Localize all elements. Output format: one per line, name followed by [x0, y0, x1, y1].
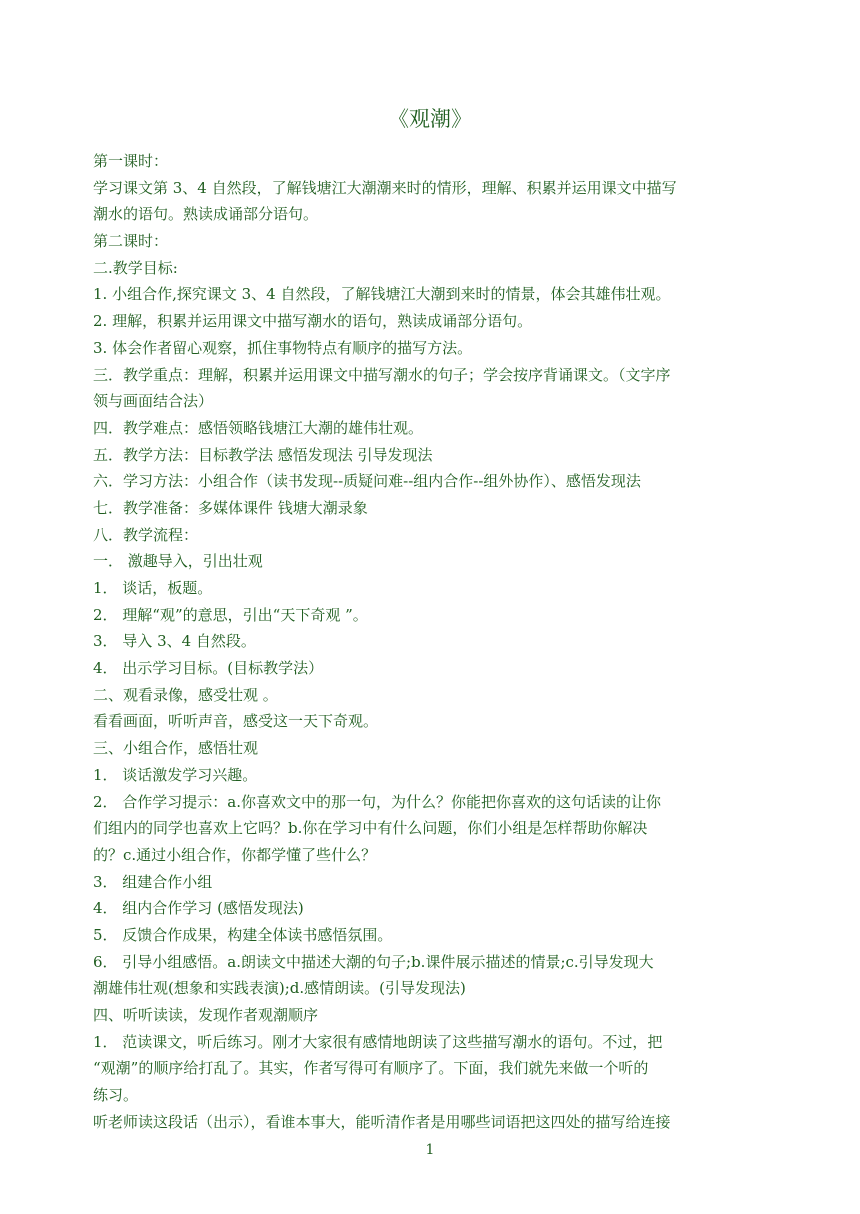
text-line: 潮水的语句。熟读成诵部分语句。: [93, 205, 319, 224]
text-line: 2． 理解“观”的意思，引出“天下奇观 ”。: [93, 605, 368, 624]
text-line: 四、听听读读，发现作者观潮顺序: [93, 1006, 319, 1024]
text-line: 1． 范读课文，听后练习。刚才大家很有感情地朗读了这些描写潮水的语句。不过，把: [93, 1032, 663, 1051]
text-line: 3． 导入 3、4 自然段。: [93, 632, 256, 651]
text-line: 二、观看录像，感受壮观 。: [93, 685, 278, 704]
text-line: 看看画面，听听声音，感受这一天下奇观。: [93, 712, 379, 731]
text-line: 学习课文第 3、4 自然段，了解钱塘江大潮潮来时的情形，理解、积累并运用课文中描写: [93, 178, 677, 197]
text-line: 潮雄伟壮观(想象和实践表演);d.感情朗读。(引导发现法): [93, 979, 466, 998]
text-line: 五．教学方法：目标教学法 感悟发现法 引导发现法: [93, 445, 433, 464]
document-body: [93, 148, 773, 1135]
text-line: 5． 反馈合作成果，构建全体读书感悟氛围。: [93, 925, 393, 944]
text-line: 练习。: [93, 1086, 139, 1105]
text-line: 3. 体会作者留心观察，抓住事物特点有顺序的描写方法。: [93, 338, 473, 357]
text-line: 四．教学难点：感悟领略钱塘江大潮的雄伟壮观。: [93, 418, 424, 437]
text-line: 1． 谈话激发学习兴趣。: [93, 765, 258, 784]
text-line: 六．学习方法：小组合作（读书发现--质疑问难--组内合作--组外协作）、感悟发现法: [93, 472, 641, 491]
text-line: 八．教学流程：: [93, 525, 199, 544]
text-line: 二.教学目标:: [93, 258, 178, 277]
text-line: “观潮”的顺序给打乱了。其实，作者写得可有顺序了。下面，我们就先来做一个听的: [93, 1059, 649, 1078]
text-line: 领与画面结合法）: [93, 392, 214, 411]
text-line: 4． 组内合作学习 (感悟发现法): [93, 899, 304, 918]
text-line: 6． 引导小组感悟。a.朗读文中描述大潮的句子;b.课件展示描述的情景;c.引导发现大: [93, 952, 654, 971]
text-line: 1． 谈话，板题。: [93, 579, 213, 597]
text-line: 听老师读这段话（出示），看谁本事大，能听清作者是用哪些词语把这四处的描写给连接: [93, 1112, 671, 1131]
text-line: 三、小组合作，感悟壮观: [93, 739, 259, 758]
text-line: 3． 组建合作小组: [93, 872, 213, 891]
text-line: 的？c.通过小组合作，你都学懂了些什么？: [93, 845, 377, 864]
text-line: 第二课时：: [93, 232, 169, 251]
text-line: 2. 理解，积累并运用课文中描写潮水的语句，熟读成诵部分语句。: [93, 312, 533, 331]
text-line: 们组内的同学也喜欢上它吗？b.你在学习中有什么问题，你们小组是怎样帮助你解决: [93, 819, 648, 838]
page-number: 1: [425, 1142, 435, 1158]
text-line: 三．教学重点：理解，积累并运用课文中描写潮水的句子；学会按序背诵课文。（文字序: [93, 365, 671, 384]
text-line: 4． 出示学习目标。(目标教学法）: [93, 659, 324, 678]
document-title: 《观潮》: [388, 107, 472, 131]
text-line: 一． 激趣导入，引出壮观: [93, 552, 263, 571]
text-line: 第一课时：: [93, 152, 169, 170]
text-line: 2． 合作学习提示：a.你喜欢文中的那一句，为什么？你能把你喜欢的这句话读的让你: [93, 792, 662, 811]
text-line: 七．教学准备：多媒体课件 钱塘大潮录象: [93, 498, 368, 517]
text-line: 1. 小组合作,探究课文 3、4 自然段，了解钱塘江大潮到来时的情景，体会其雄伟壮观。: [93, 285, 671, 304]
